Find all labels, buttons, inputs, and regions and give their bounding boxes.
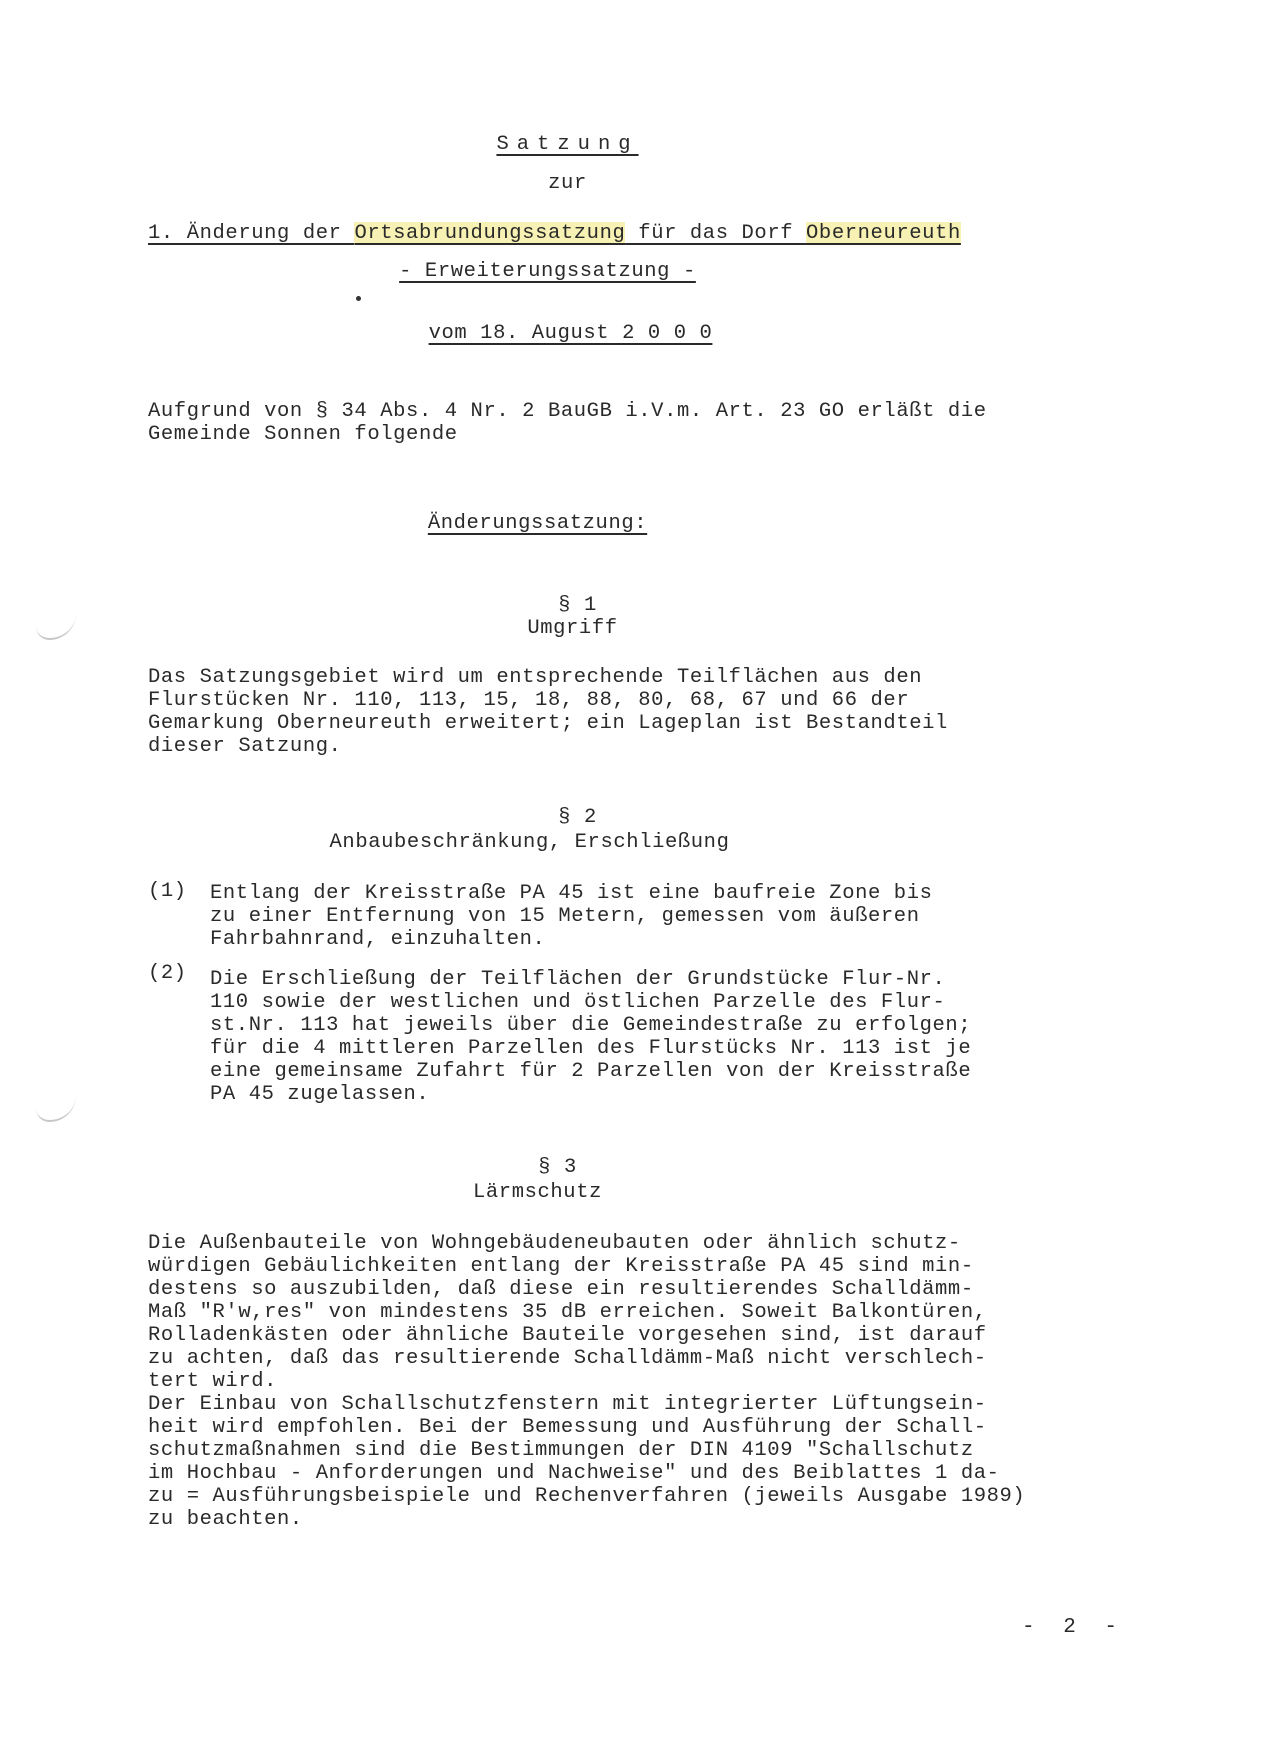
text-line: zu achten, daß das resultierende Schalldämm-Maß nicht verschlech- <box>148 1347 987 1370</box>
text-line: Die Erschließung der Teilflächen der Grundstücke Flur-Nr. <box>210 968 946 991</box>
preamble <box>148 400 1158 446</box>
ink-dot <box>356 296 361 301</box>
text-line: Die Außenbauteile von Wohngebäudeneubauten oder ähnlich schutz- <box>148 1232 961 1255</box>
document-date: vom 18. August 2 0 0 0 <box>428 322 713 345</box>
text-line: schutzmaßnahmen sind die Bestimmungen der DIN 4109 "Schallschutz <box>148 1439 974 1462</box>
text-line: eine gemeinsame Zufahrt für 2 Parzellen von der Kreisstraße <box>210 1060 972 1083</box>
text-line: st.Nr. 113 hat jeweils über die Gemeindestraße zu erfolgen; <box>210 1014 972 1037</box>
paragraph-heading: Anbaubeschränkung, Erschließung <box>329 831 730 854</box>
text-line: destens so auszubilden, daß diese ein resultierendes Schalldämm- <box>148 1278 974 1301</box>
page-number: - 2 - <box>1021 1616 1125 1639</box>
text-line: zu beachten. <box>148 1508 303 1531</box>
text-line: Maß "R'w,res" von mindestens 35 dB erreichen. Soweit Balkontüren, <box>148 1301 987 1324</box>
paragraph-2-item-2 <box>210 968 1130 1106</box>
text-line: Der Einbau von Schallschutzfenstern mit integrierter Lüftungsein- <box>148 1393 987 1416</box>
text-line: tert wird. <box>148 1370 278 1393</box>
text-line: Rolladenkästen oder ähnliche Bauteile vorgesehen sind, ist darauf <box>148 1324 987 1347</box>
text-line: heit wird empfohlen. Bei der Bemessung und Ausführung der Schall- <box>148 1416 987 1439</box>
text-line: für die 4 mittleren Parzellen des Flurstücks Nr. 113 ist je <box>210 1037 972 1060</box>
highlighted-village: Oberneureuth <box>806 222 961 245</box>
text-line: Entlang der Kreisstraße PA 45 ist eine baufreie Zone bis <box>210 882 933 905</box>
paragraph-heading: Umgriff <box>527 617 618 640</box>
section-title: Änderungssatzung: <box>427 512 648 535</box>
text-line: zu einer Entfernung von 15 Metern, gemessen vom äußeren <box>210 905 920 928</box>
text-line: Flurstücken Nr. 110, 113, 15, 18, 88, 80, 68, 67 und 66 der <box>148 689 910 712</box>
paragraph-2-item-1 <box>210 882 1130 951</box>
item-label: (1) <box>148 880 187 903</box>
text-line: Fahrbahnrand, einzuhalten. <box>210 928 546 951</box>
text-line: 110 sowie der westlichen und östlichen Parzelle des Flur- <box>210 991 946 1014</box>
preamble-line: Gemeinde Sonnen folgende <box>148 423 458 446</box>
text-line: Gemarkung Oberneureuth erweitert; ein Lageplan ist Bestandteil <box>148 712 948 735</box>
paragraph-1-text <box>148 666 1158 758</box>
text-line: im Hochbau - Anforderungen und Nachweise" und des Beiblattes 1 da- <box>148 1462 1000 1485</box>
text-line: Das Satzungsgebiet wird um entsprechende Teilflächen aus den <box>148 666 923 689</box>
document-title: Satzung <box>496 133 639 156</box>
paragraph-number: § 2 <box>558 806 597 829</box>
paragraph-3-text <box>148 1232 1188 1531</box>
title-connector: zur <box>548 172 587 195</box>
text-line: zu = Ausführungsbeispiele und Rechenverfahren (jeweils Ausgabe 1989) <box>148 1485 1026 1508</box>
highlighted-term: Ortsabrundungssatzung <box>354 222 626 245</box>
amendment-title-part: für das Dorf <box>625 222 807 245</box>
document-subtitle: - Erweiterungssatzung - <box>399 260 696 283</box>
text-line: würdigen Gebäulichkeiten entlang der Kreisstraße PA 45 sind min- <box>148 1255 974 1278</box>
preamble-line: Aufgrund von § 34 Abs. 4 Nr. 2 BauGB i.V.m. Art. 23 GO erläßt die <box>148 400 987 423</box>
item-label: (2) <box>148 962 187 985</box>
text-line: PA 45 zugelassen. <box>210 1083 430 1106</box>
paragraph-number: § 3 <box>538 1156 577 1179</box>
paragraph-heading: Lärmschutz <box>472 1181 603 1204</box>
text-line: dieser Satzung. <box>148 735 342 758</box>
paragraph-number: § 1 <box>558 594 597 617</box>
punch-hole-mark <box>36 1090 76 1122</box>
amendment-title <box>148 222 961 245</box>
amendment-title-part: 1. Änderung der <box>148 222 355 245</box>
